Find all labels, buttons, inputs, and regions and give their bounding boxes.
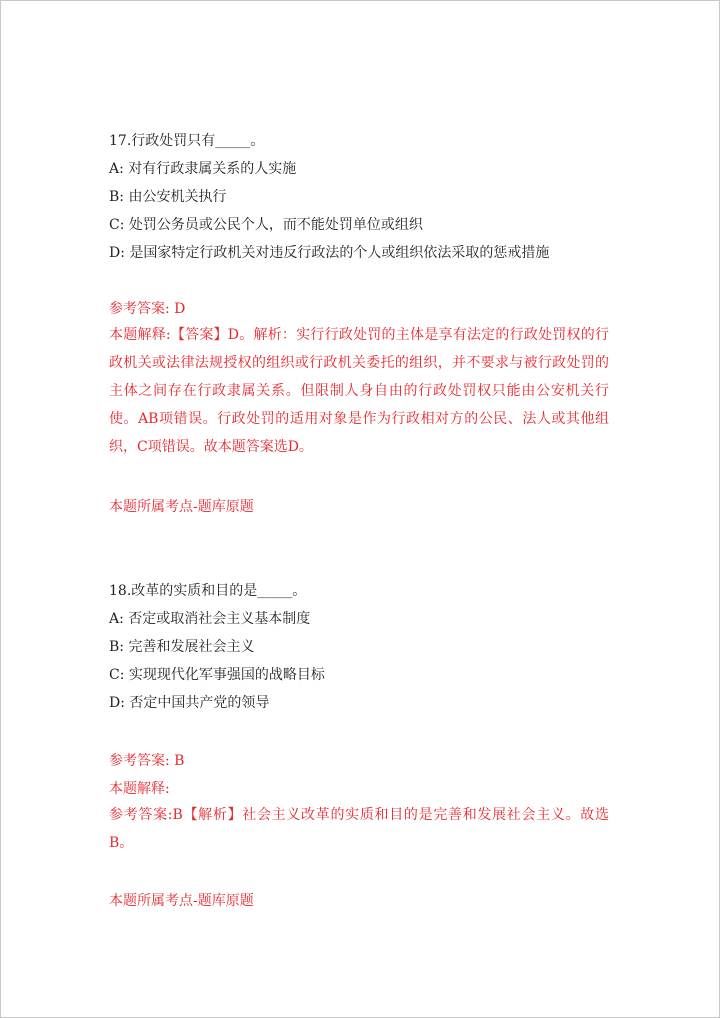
question-18-option-b: B: 完善和发展社会主义 (109, 639, 255, 655)
question-18-answer: 参考答案: B (109, 753, 185, 769)
question-18-category: 本题所属考点-题库原题 (109, 893, 254, 909)
question-17-option-b: B: 由公安机关执行 (109, 189, 227, 205)
question-18-option-c: C: 实现现代化军事强国的战略目标 (109, 667, 325, 683)
question-17-answer: 参考答案: D (109, 301, 186, 317)
question-17-explanation: 本题解释:【答案】D。解析：实行行政处罚的主体是享有法定的行政处罚权的行政机关或法律法规授权的组织或行政机关委托的组织，并不要求与被行政处罚的主体之间存在行政隶属关系。但限制人身自由的行政处罚权只能由公安机关行使。AB项错误。行政处罚的适用对象是作为行政相对方的公民、法人或其他组织，C项错误。故本题答案选D。 (109, 327, 609, 455)
question-17-stem: 17.行政处罚只有_____。 (109, 133, 265, 149)
question-18-explanation-label: 本题解释: (109, 781, 170, 797)
question-18-option-a: A: 否定或取消社会主义基本制度 (109, 611, 311, 627)
question-17-option-c: C: 处罚公务员或公民个人，而不能处罚单位或组织 (109, 217, 423, 233)
question-18-option-d: D: 否定中国共产党的领导 (109, 695, 270, 711)
question-18-stem: 18.改革的实质和目的是_____。 (109, 583, 307, 599)
question-17-option-d: D: 是国家特定行政机关对违反行政法的个人或组织依法采取的惩戒措施 (109, 245, 550, 261)
question-17-option-a: A: 对有行政隶属关系的人实施 (109, 161, 297, 177)
question-17-category: 本题所属考点-题库原题 (109, 499, 254, 515)
question-18-explanation: 参考答案:B【解析】社会主义改革的实质和目的是完善和发展社会主义。故选B。 (109, 807, 609, 851)
